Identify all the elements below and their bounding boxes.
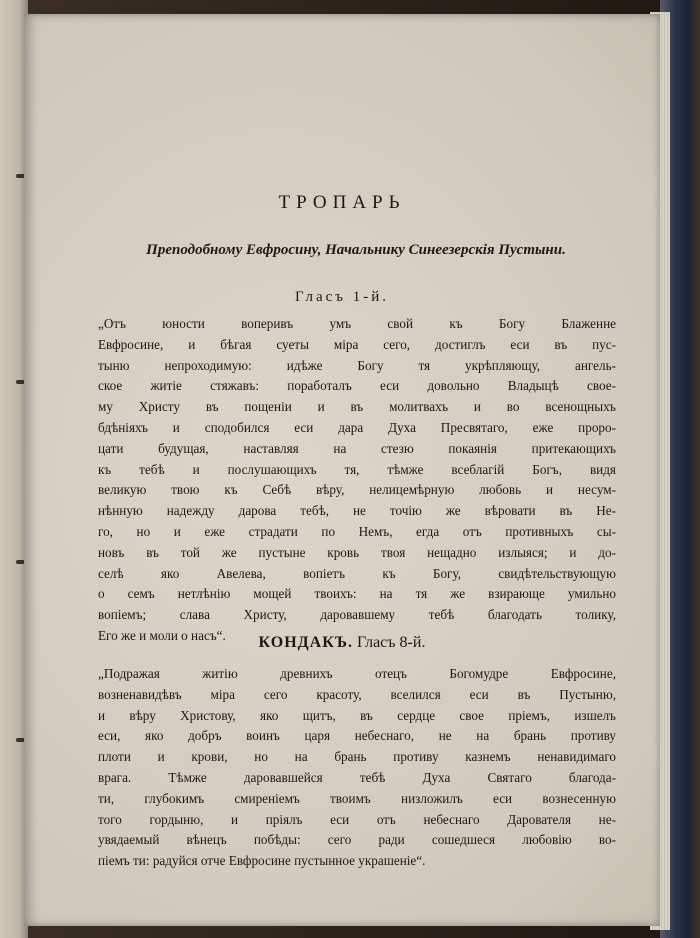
text-line: врага. Тѣмже даровавшейся тебѣ Духа Святаго благода- [98, 769, 616, 785]
text-line: цати будущая, наставляя на стезю покаянія притекающихъ [98, 440, 616, 456]
book-page [24, 14, 660, 926]
text-line: того гордыню, и пріялъ еси отъ небеснаго Дарователя не- [98, 811, 616, 827]
text-line: увядаемый вѣнецъ побѣды: сего ради сошедшеся любовію во- [98, 832, 616, 848]
text-line: му Христу въ пощеніи и въ молитвахъ и во всенощныхъ [98, 399, 616, 415]
text-line: о семъ нетлѣнію мощей твоихъ: на тя же взирающе умильно [98, 586, 616, 602]
text-line: „Подражая житію древнихъ отецъ Богомудре Евфросине, [98, 666, 616, 681]
text-line: Евфросине, и бѣгая суеты міра сего, достиглъ еси въ пус- [98, 336, 616, 352]
text-line: ти, глубокимъ смиреніемъ твоимъ низложилъ еси вознесенную [98, 790, 616, 806]
text-line: „Отъ юности воперивъ умъ свой къ Богу Блаженне [98, 316, 616, 331]
kontakion-heading [24, 634, 660, 652]
text-line: ское житіе стяжавъ: поработалъ еси довольно Владыцѣ свое- [98, 378, 616, 394]
kontakion-title: КОНДАКЪ. [258, 634, 354, 651]
page-title: ТРОПАРЬ [278, 192, 406, 213]
text-line: вопіемъ; слава Христу, даровавшему тебѣ благодать толику, [98, 607, 616, 623]
text-line: Его же и моли о насъ“. [98, 627, 226, 643]
text-line: нѣнную надежду дарова тебѣ, не точію же вѣровати въ Не- [98, 503, 616, 519]
text-line: великую твою къ Себѣ вѣру, нелицемѣрную любовь и несум- [98, 482, 616, 498]
text-line: тыню непроходимую: идѣже Богу тя укрѣпляющу, ангель- [98, 357, 616, 373]
text-line: піемъ ти: радуйся отче Евфросине пустынное украшеніе“. [98, 853, 426, 869]
text-line: новъ въ той же пустыне кровь твоя нещадно излыяся; и до- [98, 544, 616, 560]
text-line: селѣ яко Авелева, вопіетъ къ Богу, свидѣтельствующую [98, 565, 616, 581]
text-line: къ тебѣ и послушающихъ тя, тѣмже всеблагій Богъ, видя [98, 461, 616, 477]
kontakion-tone: Гласъ 8-й. [357, 634, 426, 651]
troparion-text [98, 314, 616, 647]
tone-heading: Гласъ 1-й. [294, 289, 390, 305]
text-line: еси, яко добръ воинъ царя небеснаго, не на брань противу [98, 728, 616, 744]
dedication: Преподобному Евфросину, Начальнику Синеезерскія Пустыни. [146, 242, 566, 258]
kontakion-text [98, 664, 616, 872]
text-line: и вѣру Христову, яко щитъ, въ сердце свое пріемъ, изшелъ [98, 707, 616, 723]
text-line: возненавидѣвъ міра сего красоту, вселился еси въ Пустыню, [98, 686, 616, 702]
text-line: бдѣніяхъ и сподобился еси дара Духа Пресвятаго, еже проро- [98, 419, 616, 435]
text-line: го, но и еже страдати по Немъ, егда отъ противныхъ сы- [98, 523, 616, 539]
text-line: плоти и крови, но на брань противу казнемъ ненавидимаго [98, 749, 616, 765]
